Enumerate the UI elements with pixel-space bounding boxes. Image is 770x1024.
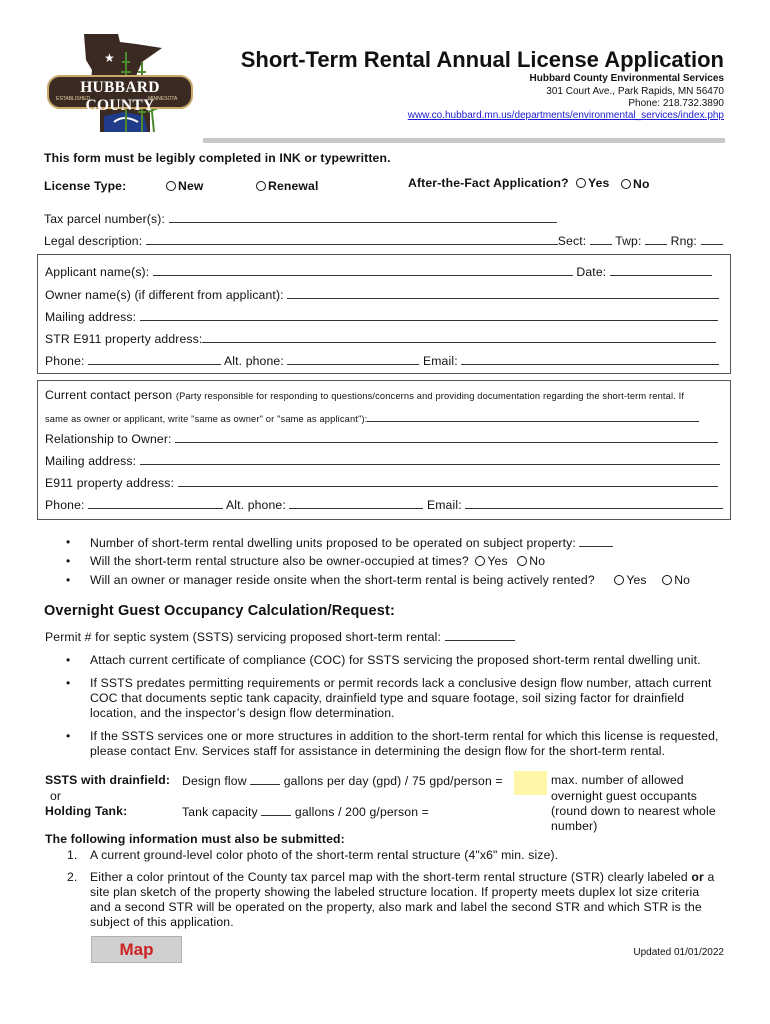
str-address-field[interactable] (202, 331, 716, 343)
contact-mailing-label: Mailing address: (45, 454, 137, 468)
applicant-alt-phone-field[interactable] (287, 353, 419, 365)
radio-after-fact-no[interactable] (621, 179, 631, 189)
max-occupants-text-3: (round down to nearest whole (551, 804, 716, 818)
onsite-yes-option[interactable] (614, 573, 646, 587)
radio-owner-occupied-no[interactable] (517, 556, 527, 566)
after-fact-no-option[interactable] (621, 177, 650, 191)
owner-name-row (45, 287, 719, 302)
max-occupants-text: max. number of allowed (551, 773, 684, 787)
units-field[interactable] (579, 535, 613, 547)
submitted-item-2-line-4: subject of this application. (90, 915, 234, 929)
occupancy-bullet-predates: If SSTS predates permitting requirements or permit records lack a conclusive design flow number, attach current (90, 676, 712, 690)
drainfield-label: SSTS with drainfield: (45, 773, 171, 787)
question-owner-occupied-label: Will the short-term rental structure also be owner-occupied at times? (90, 554, 469, 568)
question-units (90, 535, 613, 550)
section-field[interactable] (590, 233, 612, 245)
after-fact-label: After-the-Fact Application? (408, 176, 569, 190)
applicant-mailing-field[interactable] (140, 309, 718, 321)
license-new-option[interactable] (166, 179, 204, 193)
tank-calc-label: gallons / 200 g/person = (294, 805, 429, 819)
design-flow-calc-label: gallons per day (gpd) / 75 gpd/person = (283, 774, 503, 788)
bullet-dot: • (66, 535, 71, 549)
radio-onsite-yes[interactable] (614, 575, 624, 585)
tank-capacity-label: Tank capacity (182, 805, 258, 819)
submitted-item-2-text: Either a color printout of the County tax parcel map with the short-term rental structure (STR) clearly labeled (90, 870, 688, 884)
after-fact-yes-option[interactable] (576, 176, 609, 190)
department-link[interactable]: www.co.hubbard.mn.us/departments/environmental_services/index.php (407, 110, 724, 121)
applicant-phone-label: Phone: (45, 354, 85, 368)
contact-note-row (45, 410, 699, 425)
applicant-name-field[interactable] (153, 264, 573, 276)
relationship-row (45, 431, 718, 446)
design-flow-label: Design flow (182, 774, 247, 788)
applicant-mailing-label: Mailing address: (45, 310, 137, 324)
contact-person-note-2: same as owner or applicant, write "same as owner" or "same as applicant"): (45, 414, 368, 424)
legal-description-label: Legal description: (44, 234, 143, 248)
contact-person-label: Current contact person (45, 388, 173, 402)
date-label: Date: (576, 265, 607, 279)
license-renewal-option[interactable] (256, 179, 319, 193)
applicant-name-row (45, 264, 712, 279)
max-occupants-text-2: overnight guest occupants (551, 789, 698, 803)
tax-parcel-label: Tax parcel number(s): (44, 212, 166, 226)
logo-county-text: HUBBARD COUNTY (80, 79, 160, 114)
e911-address-row (45, 475, 718, 490)
contact-email-label: Email: (426, 498, 462, 512)
bullet-dot: • (66, 676, 71, 690)
applicant-name-label: Applicant name(s): (45, 265, 150, 279)
owner-occupied-yes-label: Yes (487, 554, 508, 568)
range-label: Rng: (670, 234, 697, 248)
svg-text:★: ★ (104, 51, 115, 65)
occupancy-heading: Overnight Guest Occupancy Calculation/Request: (44, 603, 395, 619)
updated-date: Updated 01/01/2022 (633, 947, 724, 958)
header-divider (203, 138, 725, 143)
design-flow-field[interactable] (250, 773, 280, 785)
department-phone: Phone: 218.732.3890 (628, 98, 724, 109)
license-renewal-label: Renewal (268, 179, 319, 193)
range-field[interactable] (701, 233, 723, 245)
department-name: Hubbard County Environmental Services (529, 73, 724, 84)
map-button[interactable] (91, 936, 182, 963)
page-title: Short-Term Rental Annual License Application (240, 47, 724, 72)
contact-mailing-row (45, 453, 720, 468)
logo-established-text: ESTABLISHED (56, 96, 91, 102)
township-label: Twp: (615, 234, 642, 248)
occupancy-bullet-multiple: If the SSTS services one or more structures in addition to the short-term rental for which this license is requested, (90, 729, 719, 743)
occupancy-bullet-coc: Attach current certificate of compliance (COC) for SSTS servicing the proposed short-term rental dwelling unit. (90, 653, 701, 667)
str-address-row (45, 331, 716, 346)
bullet-dot: • (66, 554, 71, 568)
radio-owner-occupied-yes[interactable] (475, 556, 485, 566)
submitted-item-2-a: a (707, 870, 715, 884)
contact-alt-phone-field[interactable] (289, 497, 423, 509)
str-address-label: STR E911 property address: (45, 332, 203, 346)
radio-after-fact-yes[interactable] (576, 178, 586, 188)
owner-occupied-yes-option[interactable] (475, 554, 507, 568)
e911-address-label: E911 property address: (45, 476, 175, 490)
e911-address-field[interactable] (178, 475, 718, 487)
relationship-label: Relationship to Owner: (45, 432, 172, 446)
owner-occupied-no-option[interactable] (517, 554, 545, 568)
license-type-label: License Type: (44, 179, 127, 193)
submitted-heading: The following information must also be submitted: (45, 832, 345, 846)
submitted-item-2-line-3: and a second STR will be operated on the property, also mark and label the second STR and which STR is the (90, 900, 702, 914)
question-units-label: Number of short-term rental dwelling units proposed to be operated on subject property: (90, 536, 576, 550)
submitted-item-2-line-2: site plan sketch of the property showing the labeled structure location. If property meets duplex lot size criteria (90, 885, 700, 899)
drainfield-calc (182, 773, 503, 788)
or-label: or (50, 789, 62, 803)
max-occupants-text-4: number) (551, 819, 598, 833)
submitted-item-2 (90, 870, 714, 884)
legal-description-row (44, 233, 723, 248)
applicant-email-field[interactable] (461, 353, 719, 365)
occupancy-bullet-predates-3: location, and the inspector’s design flow determination. (90, 706, 395, 720)
owner-name-label: Owner name(s) (if different from applicant): (45, 288, 284, 302)
township-field[interactable] (645, 233, 667, 245)
after-fact-no-label: No (633, 177, 650, 191)
contact-person-field[interactable] (367, 410, 699, 422)
date-field[interactable] (610, 264, 712, 276)
onsite-no-label: No (674, 573, 691, 587)
contact-person-note: (Party responsible for responding to questions/concerns and providing documentation regarding the short-term rental. If (175, 391, 685, 401)
tank-capacity-field[interactable] (261, 804, 291, 816)
applicant-email-label: Email: (422, 354, 458, 368)
holding-tank-label: Holding Tank: (45, 804, 128, 818)
bullet-dot: • (66, 653, 71, 667)
owner-occupied-no-label: No (529, 554, 546, 568)
contact-mailing-field[interactable] (140, 453, 720, 465)
submitted-item-2-or: or (691, 870, 704, 884)
applicant-phone-row (45, 353, 719, 368)
contact-alt-phone-label: Alt. phone: (225, 498, 286, 512)
contact-person-row (45, 388, 684, 402)
contact-phone-field[interactable] (88, 497, 223, 509)
contact-phone-row (45, 497, 723, 512)
max-occupants-field[interactable] (514, 771, 547, 795)
radio-new[interactable] (166, 181, 176, 191)
county-logo (44, 32, 196, 136)
map-button-label: Map (119, 940, 154, 959)
applicant-phone-field[interactable] (88, 353, 221, 365)
form-instruction: This form must be legibly completed in INK or typewritten. (44, 151, 391, 165)
submitted-item-1: A current ground-level color photo of the short-term rental structure (4"x6" min. size). (90, 848, 559, 862)
holding-tank-calc (182, 804, 429, 819)
permit-field[interactable] (445, 629, 515, 641)
bullet-dot: • (66, 729, 71, 743)
question-onsite-label: Will an owner or manager reside onsite when the short-term rental is being actively rented? (90, 573, 595, 587)
section-label: Sect: (557, 234, 587, 248)
legal-description-field[interactable] (146, 233, 558, 245)
radio-renewal[interactable] (256, 181, 266, 191)
submitted-item-2-number: 2. (67, 870, 78, 884)
license-new-label: New (178, 179, 204, 193)
after-fact-yes-label: Yes (588, 176, 610, 190)
permit-row (45, 629, 515, 644)
occupancy-bullet-predates-2: COC that documents septic tank capacity, drainfield type and square footage, soil sizing factor for drainfield (90, 691, 685, 705)
question-onsite (90, 573, 690, 587)
permit-label: Permit # for septic system (SSTS) servicing proposed short-term rental: (45, 630, 442, 644)
contact-email-field[interactable] (465, 497, 723, 509)
applicant-mailing-row (45, 309, 718, 324)
question-owner-occupied (90, 554, 545, 568)
relationship-field[interactable] (175, 431, 718, 443)
owner-name-field[interactable] (287, 287, 719, 299)
bullet-dot: • (66, 573, 71, 587)
radio-onsite-no[interactable] (662, 575, 672, 585)
submitted-item-1-number: 1. (67, 848, 78, 862)
applicant-alt-phone-label: Alt. phone: (223, 354, 284, 368)
onsite-no-option[interactable] (662, 573, 690, 587)
occupancy-bullet-multiple-2: please contact Env. Services staff for assistance in determining the design flow for the short-term rental. (90, 744, 666, 758)
department-address: 301 Court Ave., Park Rapids, MN 56470 (546, 86, 724, 97)
onsite-yes-label: Yes (626, 573, 647, 587)
tax-parcel-field[interactable] (169, 211, 557, 223)
tax-parcel-row (44, 211, 557, 226)
contact-phone-label: Phone: (45, 498, 85, 512)
logo-state-text: MINNESOTA (148, 96, 178, 102)
